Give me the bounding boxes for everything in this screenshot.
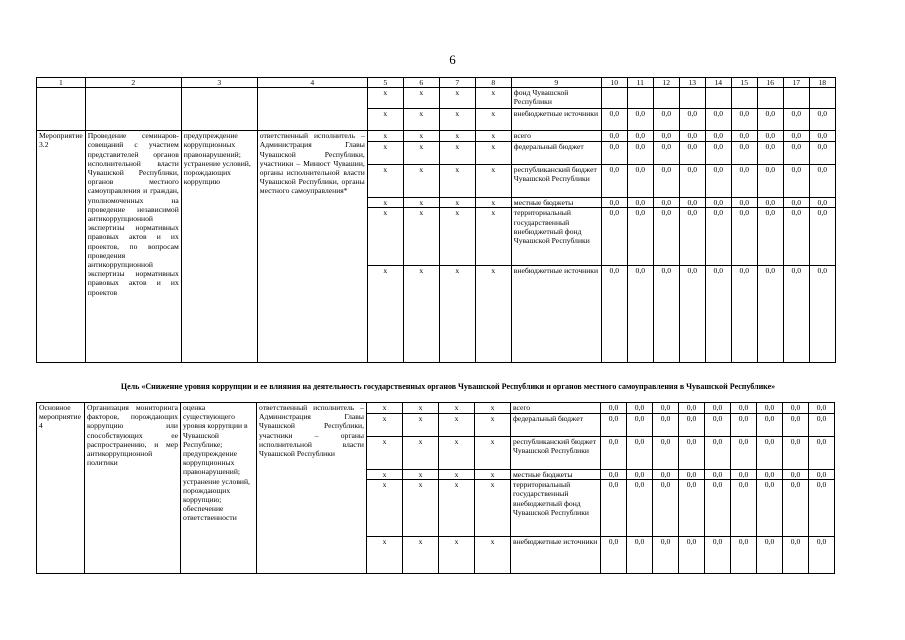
amount-cell: 0,0	[705, 537, 731, 574]
amount-cell: 0,0	[731, 480, 757, 537]
amount-cell: 0,0	[757, 165, 783, 198]
budget-table-upper	[36, 77, 836, 363]
x-mark: x	[475, 480, 511, 537]
amount-cell: 0,0	[653, 208, 679, 266]
amount-cell: 0,0	[783, 208, 809, 266]
page-number: 6	[449, 52, 456, 67]
amount-cell: 0,0	[757, 142, 783, 165]
amount-cell: 0,0	[679, 480, 705, 537]
x-mark: x	[475, 208, 511, 266]
amount-cell: 0,0	[601, 109, 627, 131]
amount-cell: 0,0	[627, 142, 653, 165]
amount-cell: 0,0	[627, 266, 653, 363]
amount-cell: 0,0	[627, 470, 653, 480]
amount-cell: 0,0	[783, 470, 809, 480]
funding-source: местные бюджеты	[511, 470, 601, 480]
funding-source: внебюджетные источники	[511, 266, 601, 363]
x-mark: x	[403, 88, 439, 109]
x-mark: x	[367, 414, 403, 437]
amount-cell: 0,0	[653, 131, 679, 142]
amount-cell: 0,0	[731, 109, 757, 131]
amount-cell: 0,0	[757, 470, 783, 480]
x-mark: x	[403, 537, 439, 574]
x-mark: x	[439, 165, 475, 198]
amount-cell: 0,0	[679, 403, 705, 414]
amount-cell: 0,0	[757, 198, 783, 208]
funding-source: внебюджетные источники	[511, 109, 601, 131]
amount-cell: 0,0	[731, 414, 757, 437]
x-mark: x	[367, 403, 403, 414]
budget-table-lower	[36, 402, 835, 574]
x-mark: x	[439, 470, 475, 480]
amount-cell: 0,0	[679, 208, 705, 266]
amount-cell: 0,0	[627, 198, 653, 208]
amount-cell: 0,0	[783, 437, 809, 470]
measure-target: предупреждение коррупционных правонарушений; устранение условий, порождающих коррупцию	[181, 131, 257, 363]
amount-cell: 0,0	[601, 537, 627, 574]
column-number: 15	[731, 78, 757, 88]
amount-cell: 0,0	[601, 165, 627, 198]
funding-source: территориальный государственный внебюджетный фонд Чувашской Республики	[511, 480, 601, 537]
x-mark: x	[439, 414, 475, 437]
x-mark: x	[403, 131, 439, 142]
amount-cell: 0,0	[757, 537, 783, 574]
funding-source: федеральный бюджет	[511, 414, 601, 437]
x-mark: x	[367, 109, 403, 131]
x-mark: x	[367, 131, 403, 142]
amount-cell: 0,0	[627, 537, 653, 574]
x-mark: x	[439, 537, 475, 574]
table-row	[37, 131, 836, 142]
table-row	[37, 403, 835, 414]
x-mark: x	[403, 470, 439, 480]
column-number: 14	[705, 78, 731, 88]
x-mark: x	[367, 208, 403, 266]
amount-cell: 0,0	[705, 480, 731, 537]
measure-code: Мероприятие 3.2	[37, 131, 86, 363]
x-mark: x	[475, 88, 511, 109]
amount-cell: 0,0	[731, 266, 757, 363]
amount-cell: 0,0	[809, 165, 835, 198]
x-mark: x	[439, 266, 475, 363]
column-number: 16	[757, 78, 783, 88]
x-mark: x	[475, 470, 511, 480]
amount-cell: 0,0	[809, 537, 835, 574]
amount-cell	[601, 88, 627, 109]
amount-cell: 0,0	[627, 414, 653, 437]
amount-cell: 0,0	[757, 414, 783, 437]
amount-cell: 0,0	[653, 198, 679, 208]
amount-cell: 0,0	[731, 165, 757, 198]
x-mark: x	[439, 437, 475, 470]
amount-cell: 0,0	[705, 109, 731, 131]
x-mark: x	[439, 142, 475, 165]
amount-cell	[731, 88, 757, 109]
amount-cell: 0,0	[679, 165, 705, 198]
amount-cell: 0,0	[783, 403, 809, 414]
amount-cell: 0,0	[679, 266, 705, 363]
amount-cell: 0,0	[731, 437, 757, 470]
amount-cell: 0,0	[627, 403, 653, 414]
continuation-blank	[181, 88, 257, 131]
amount-cell: 0,0	[783, 131, 809, 142]
amount-cell: 0,0	[679, 414, 705, 437]
funding-source: республиканский бюджет Чувашской Республики	[511, 437, 601, 470]
amount-cell: 0,0	[731, 537, 757, 574]
amount-cell: 0,0	[653, 470, 679, 480]
measure-executor: ответственный исполнитель – Администрация Главы Чувашской Республики, участники – Минюст Чувашии, органы исполнительной власти Чувашской Республики, органы местного самоуправления*	[257, 131, 367, 363]
amount-cell	[653, 88, 679, 109]
column-number: 13	[679, 78, 705, 88]
x-mark: x	[475, 165, 511, 198]
funding-source: территориальный государственный внебюджетный фонд Чувашской Республики	[511, 208, 601, 266]
amount-cell	[679, 88, 705, 109]
amount-cell: 0,0	[601, 470, 627, 480]
amount-cell: 0,0	[705, 470, 731, 480]
amount-cell: 0,0	[757, 266, 783, 363]
amount-cell: 0,0	[809, 437, 835, 470]
amount-cell: 0,0	[653, 266, 679, 363]
measure-code: Основное мероприятие 4	[37, 403, 85, 574]
x-mark: x	[367, 480, 403, 537]
amount-cell: 0,0	[783, 266, 809, 363]
amount-cell: 0,0	[783, 480, 809, 537]
amount-cell: 0,0	[783, 537, 809, 574]
amount-cell	[627, 88, 653, 109]
amount-cell: 0,0	[783, 165, 809, 198]
amount-cell: 0,0	[705, 198, 731, 208]
column-number: 11	[627, 78, 653, 88]
column-number: 6	[403, 78, 439, 88]
amount-cell: 0,0	[731, 142, 757, 165]
amount-cell: 0,0	[601, 131, 627, 142]
amount-cell: 0,0	[653, 165, 679, 198]
x-mark: x	[367, 266, 403, 363]
amount-cell: 0,0	[601, 437, 627, 470]
column-number: 4	[257, 78, 367, 88]
continuation-blank	[37, 88, 86, 131]
x-mark: x	[367, 437, 403, 470]
amount-cell: 0,0	[809, 403, 835, 414]
amount-cell: 0,0	[627, 480, 653, 537]
x-mark: x	[403, 414, 439, 437]
amount-cell: 0,0	[705, 403, 731, 414]
column-number: 17	[783, 78, 809, 88]
x-mark: x	[475, 142, 511, 165]
x-mark: x	[367, 165, 403, 198]
amount-cell: 0,0	[653, 403, 679, 414]
amount-cell: 0,0	[601, 208, 627, 266]
amount-cell: 0,0	[601, 142, 627, 165]
amount-cell: 0,0	[809, 142, 835, 165]
funding-source: фонд Чувашской Республики	[511, 88, 601, 109]
amount-cell: 0,0	[809, 470, 835, 480]
x-mark: x	[439, 480, 475, 537]
funding-source: федеральный бюджет	[511, 142, 601, 165]
x-mark: x	[403, 266, 439, 363]
amount-cell: 0,0	[679, 437, 705, 470]
table-row	[37, 88, 836, 109]
amount-cell: 0,0	[627, 208, 653, 266]
amount-cell: 0,0	[809, 198, 835, 208]
continuation-blank	[85, 88, 181, 131]
x-mark: x	[367, 537, 403, 574]
amount-cell: 0,0	[731, 403, 757, 414]
continuation-blank	[257, 88, 367, 131]
x-mark: x	[403, 142, 439, 165]
x-mark: x	[475, 198, 511, 208]
amount-cell: 0,0	[783, 414, 809, 437]
amount-cell: 0,0	[601, 414, 627, 437]
amount-cell	[757, 88, 783, 109]
amount-cell: 0,0	[705, 208, 731, 266]
amount-cell	[809, 88, 835, 109]
amount-cell: 0,0	[757, 131, 783, 142]
amount-cell: 0,0	[679, 131, 705, 142]
x-mark: x	[403, 480, 439, 537]
x-mark: x	[367, 470, 403, 480]
column-number: 10	[601, 78, 627, 88]
column-number: 5	[367, 78, 403, 88]
x-mark: x	[403, 109, 439, 131]
x-mark: x	[367, 198, 403, 208]
amount-cell: 0,0	[809, 131, 835, 142]
column-number: 7	[439, 78, 475, 88]
amount-cell: 0,0	[783, 198, 809, 208]
amount-cell: 0,0	[731, 208, 757, 266]
funding-source: местные бюджеты	[511, 198, 601, 208]
measure-target: оценка существующего уровня коррупции в Чувашской Республике; предупреждение коррупционных правонарушений; устранение условий, порождающих коррупцию; обеспечение ответственности	[181, 403, 257, 574]
x-mark: x	[403, 403, 439, 414]
amount-cell: 0,0	[627, 437, 653, 470]
x-mark: x	[439, 403, 475, 414]
x-mark: x	[403, 165, 439, 198]
column-number: 12	[653, 78, 679, 88]
x-mark: x	[439, 88, 475, 109]
x-mark: x	[475, 131, 511, 142]
amount-cell: 0,0	[731, 470, 757, 480]
amount-cell: 0,0	[757, 208, 783, 266]
amount-cell: 0,0	[705, 414, 731, 437]
amount-cell: 0,0	[679, 142, 705, 165]
measure-name: Проведение семинаров-совещаний с участием представителей органов исполнительной власти Чувашской Республики, органов местного самоуправления и граждан, уполномоченных на проведение независимой антикоррупционной экспертизы нормативных правовых актов и их проектов, по вопросам проведения антикоррупционной экспертизы нормативных правовых актов и их проектов	[85, 131, 181, 363]
column-number: 1	[37, 78, 86, 88]
x-mark: x	[475, 537, 511, 574]
amount-cell: 0,0	[705, 131, 731, 142]
amount-cell: 0,0	[679, 537, 705, 574]
column-number: 3	[181, 78, 257, 88]
amount-cell: 0,0	[601, 480, 627, 537]
column-number: 8	[475, 78, 511, 88]
amount-cell: 0,0	[705, 437, 731, 470]
x-mark: x	[439, 131, 475, 142]
amount-cell: 0,0	[601, 266, 627, 363]
amount-cell: 0,0	[679, 470, 705, 480]
column-number: 9	[511, 78, 601, 88]
column-number: 18	[809, 78, 835, 88]
goal-heading: Цель «Снижение уровня коррупции и ее влияния на деятельность государственных органов Чувашской Республики и органов местного самоуправления в Чувашской Республике»	[120, 382, 776, 391]
measure-executor: ответственный исполнитель – Администрация Главы Чувашской Республики, участники – органы исполнительной власти Чувашской Республики	[257, 403, 367, 574]
amount-cell: 0,0	[627, 131, 653, 142]
x-mark: x	[475, 437, 511, 470]
funding-source: всего	[511, 131, 601, 142]
x-mark: x	[439, 208, 475, 266]
amount-cell: 0,0	[653, 142, 679, 165]
x-mark: x	[475, 403, 511, 414]
x-mark: x	[403, 437, 439, 470]
x-mark: x	[367, 88, 403, 109]
amount-cell: 0,0	[627, 109, 653, 131]
amount-cell: 0,0	[653, 437, 679, 470]
x-mark: x	[439, 109, 475, 131]
x-mark: x	[439, 198, 475, 208]
amount-cell	[783, 88, 809, 109]
amount-cell: 0,0	[809, 208, 835, 266]
amount-cell: 0,0	[809, 414, 835, 437]
amount-cell: 0,0	[601, 403, 627, 414]
x-mark: x	[367, 142, 403, 165]
amount-cell: 0,0	[601, 198, 627, 208]
amount-cell: 0,0	[757, 403, 783, 414]
amount-cell: 0,0	[653, 414, 679, 437]
funding-source: внебюджетные источники	[511, 537, 601, 574]
funding-source: республиканский бюджет Чувашской Республики	[511, 165, 601, 198]
amount-cell	[705, 88, 731, 109]
amount-cell: 0,0	[679, 198, 705, 208]
amount-cell: 0,0	[705, 266, 731, 363]
amount-cell: 0,0	[705, 165, 731, 198]
amount-cell: 0,0	[757, 480, 783, 537]
amount-cell: 0,0	[757, 109, 783, 131]
header-row	[37, 78, 836, 88]
amount-cell: 0,0	[679, 109, 705, 131]
amount-cell: 0,0	[653, 109, 679, 131]
amount-cell: 0,0	[809, 480, 835, 537]
amount-cell: 0,0	[783, 142, 809, 165]
amount-cell: 0,0	[757, 437, 783, 470]
amount-cell: 0,0	[731, 198, 757, 208]
amount-cell: 0,0	[627, 165, 653, 198]
measure-name: Организация мониторинга факторов, порождающих коррупцию или способствующих ее распространению, и мер антикоррупционной политики	[85, 403, 181, 574]
amount-cell: 0,0	[809, 109, 835, 131]
x-mark: x	[475, 414, 511, 437]
amount-cell: 0,0	[809, 266, 835, 363]
amount-cell: 0,0	[731, 131, 757, 142]
amount-cell: 0,0	[783, 109, 809, 131]
x-mark: x	[475, 266, 511, 363]
x-mark: x	[403, 208, 439, 266]
amount-cell: 0,0	[705, 142, 731, 165]
funding-source: всего	[511, 403, 601, 414]
x-mark: x	[403, 198, 439, 208]
column-number: 2	[85, 78, 181, 88]
x-mark: x	[475, 109, 511, 131]
amount-cell: 0,0	[653, 537, 679, 574]
amount-cell: 0,0	[653, 480, 679, 537]
